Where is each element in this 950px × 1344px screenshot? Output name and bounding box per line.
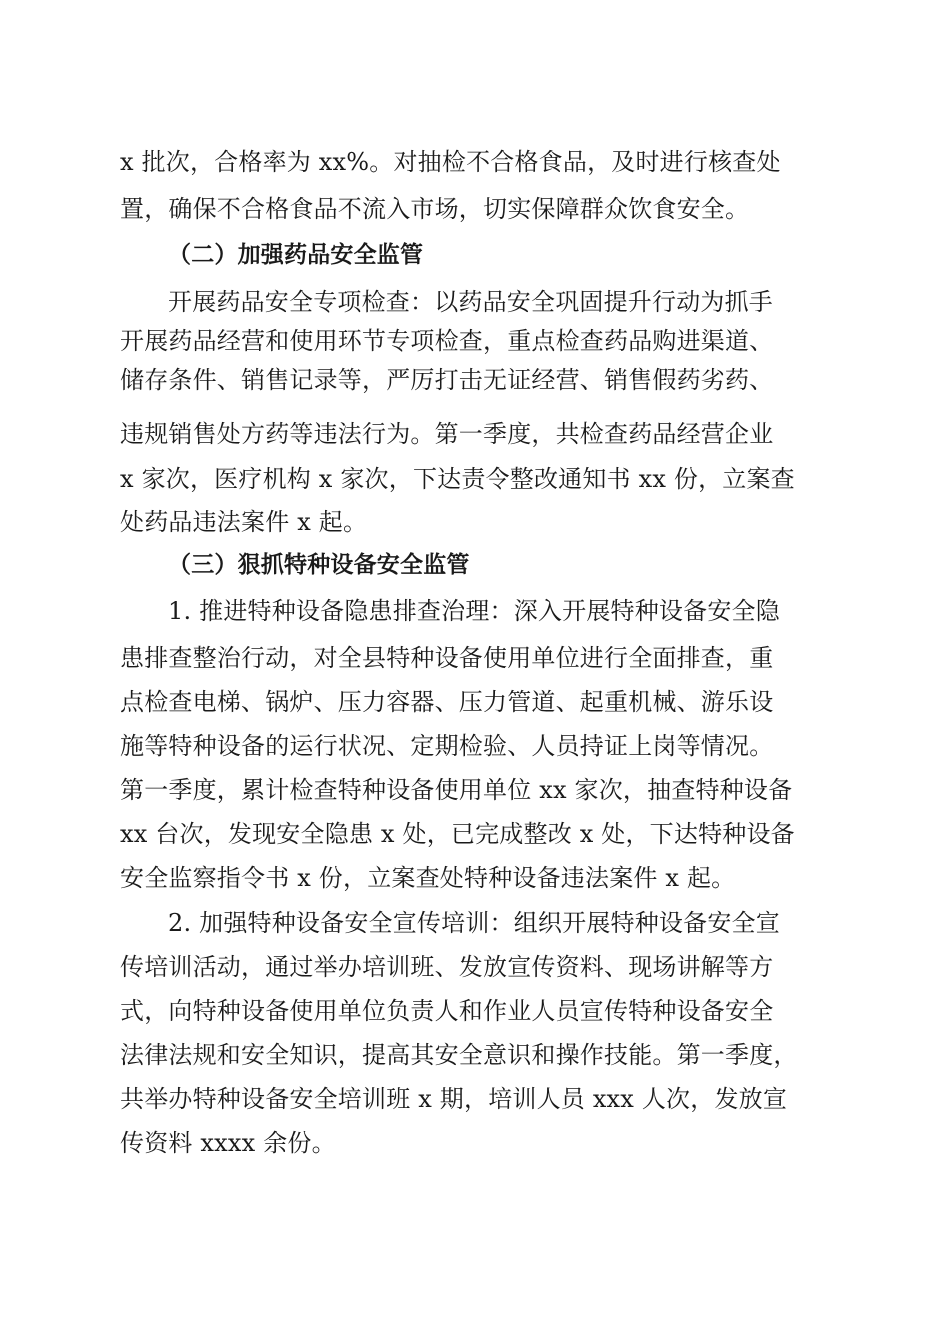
body-line: 传资料 xxxx 余份。 — [120, 1129, 336, 1157]
section-heading-3: （三）狠抓特种设备安全监管 — [168, 552, 470, 578]
body-line: 式，向特种设备使用单位负责人和作业人员宣传特种设备安全 — [120, 997, 774, 1025]
body-line: 施等特种设备的运行状况、定期检验、人员持证上岗等情况。 — [120, 732, 774, 760]
paragraph-first-line: 2. 加强特种设备安全宣传培训：组织开展特种设备安全宣 — [168, 909, 780, 937]
body-line: 违规销售处方药等违法行为。第一季度，共检查药品经营企业 — [120, 420, 774, 448]
body-line: 传培训活动，通过举办培训班、发放宣传资料、现场讲解等方 — [120, 953, 774, 981]
body-line: 安全监察指令书 x 份，立案查处特种设备违法案件 x 起。 — [120, 864, 736, 892]
body-line: 处药品违法案件 x 起。 — [120, 508, 368, 536]
paragraph-first-line: 1. 推进特种设备隐患排查治理：深入开展特种设备安全隐 — [168, 597, 780, 625]
body-line: xx 台次，发现安全隐患 x 处，已完成整改 x 处，下达特种设备 — [120, 820, 795, 848]
body-line: 法律法规和安全知识，提高其安全意识和操作技能。第一季度， — [120, 1041, 798, 1069]
body-line: 患排查整治行动，对全县特种设备使用单位进行全面排查，重 — [120, 644, 774, 672]
paragraph-first-line: 开展药品安全专项检查：以药品安全巩固提升行动为抓手 — [168, 288, 773, 316]
body-line: x 家次，医疗机构 x 家次，下达责令整改通知书 xx 份，立案查 — [120, 465, 795, 493]
body-line: 第一季度，累计检查特种设备使用单位 xx 家次，抽查特种设备 — [120, 776, 793, 804]
body-line: 置，确保不合格食品不流入市场，切实保障群众饮食安全。 — [120, 195, 750, 223]
body-line: 储存条件、销售记录等，严厉打击无证经营、销售假药劣药、 — [120, 366, 774, 394]
body-line: 共举办特种设备安全培训班 x 期，培训人员 xxx 人次，发放宣 — [120, 1085, 788, 1113]
body-line: 开展药品经营和使用环节专项检查，重点检查药品购进渠道、 — [120, 327, 774, 355]
body-line: 点检查电梯、锅炉、压力容器、压力管道、起重机械、游乐设 — [120, 688, 774, 716]
body-line: x 批次，合格率为 xx%。对抽检不合格食品，及时进行核查处 — [120, 148, 781, 176]
section-heading-2: （二）加强药品安全监管 — [168, 242, 424, 268]
